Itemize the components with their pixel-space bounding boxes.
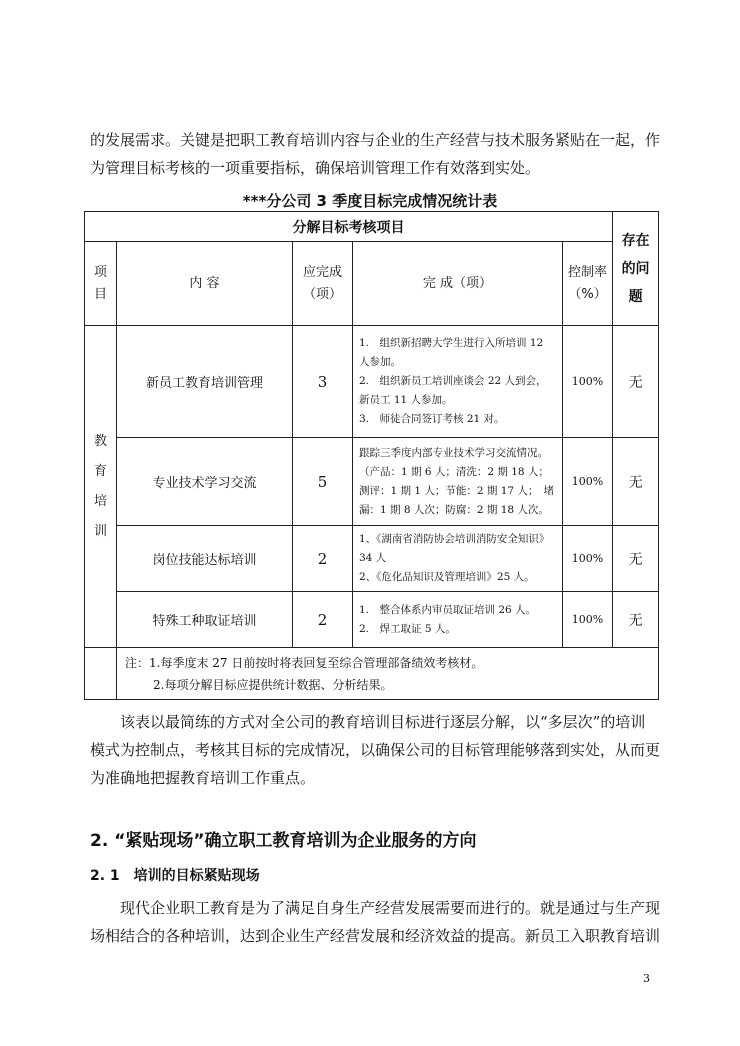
- note-line: 2.每项分解目标应提供统计数据、分析结果。: [153, 677, 393, 692]
- section-heading: 2. “紧贴现场”确立职工教育培训为企业服务的方向: [90, 831, 477, 851]
- row-content: 岗位技能达标培训: [117, 526, 293, 592]
- detail-item: 3. 师徒合同签订考核 21 对。: [359, 413, 505, 425]
- detail-item: 1. 组织新招聘大学生进行入所培训 12 人参加。: [359, 337, 544, 368]
- header-item: 项目: [85, 242, 117, 326]
- summary-paragraph: 该表以最简练的方式对全公司的教育培训目标进行逐层分解，以“多层次”的培训模式为控制点，考核其目标的完成情况，以确保公司的目标管理能够落到实处，从而更为准确地把握教育培训工作重点。: [90, 713, 661, 787]
- row-content: 特殊工种取证培训: [117, 592, 293, 648]
- row-expected: 2: [293, 526, 353, 592]
- row-rate: 100%: [563, 326, 613, 438]
- row-content: 专业技术学习交流: [117, 438, 293, 526]
- row-rate: 100%: [563, 438, 613, 526]
- header-rate: 控制率（%）: [563, 242, 613, 326]
- table-row: [85, 592, 659, 648]
- detail-item: 跟踪三季度内部专业技术学习交流情况。（产品：1 期 6 人；清洗：2 期 18 人；测评：1 期 1 人；节能：2 期 17 人； 堵漏：1 期 8 人次；防腐：2 期 18 人次。: [359, 446, 555, 516]
- detail-item: 2. 焊工取证 5 人。: [359, 622, 456, 635]
- row-problem: 无: [613, 592, 659, 648]
- row-problem: 无: [613, 438, 659, 526]
- header-expected: 应完成（项）: [293, 242, 353, 326]
- category-cell: 教育培训: [85, 326, 117, 648]
- row-details: [353, 526, 563, 592]
- detail-item: 1. 整合体系内审员取证培训 26 人。: [359, 603, 537, 616]
- intro-paragraph: 的发展需求。关键是把职工教育培训内容与企业的生产经营与技术服务紧贴在一起，作为管理目标考核的一项重要指标，确保培训管理工作有效落到实处。: [90, 131, 661, 177]
- table-row: [85, 326, 659, 438]
- table-row: [85, 438, 659, 526]
- row-details: [353, 438, 563, 526]
- subsection-heading: 2. 1 培训的目标紧贴现场: [90, 868, 260, 884]
- row-rate: 100%: [563, 592, 613, 648]
- table-row: [85, 526, 659, 592]
- row-expected: 3: [293, 326, 353, 438]
- detail-item: 2. 组织新员工培训座谈会 22 人到会，新员工 11 人参加。: [359, 375, 547, 406]
- header-content: 内 容: [117, 242, 293, 326]
- body-paragraph: 现代企业职工教育是为了满足自身生产经营发展需要而进行的。就是通过与生产现场相结合的各种培训，达到企业生产经营发展和经济效益的提高。新员工入职教育培训: [90, 899, 661, 945]
- row-problem: 无: [613, 326, 659, 438]
- row-rate: 100%: [563, 526, 613, 592]
- detail-item: 1、《湖南省消防协会培训消防安全知识》34 人: [359, 533, 550, 564]
- table-title: ***分公司 3 季度目标完成情况统计表: [242, 192, 498, 210]
- table-notes: [117, 648, 659, 700]
- row-expected: 5: [293, 438, 353, 526]
- row-details: [353, 326, 563, 438]
- row-problem: 无: [613, 526, 659, 592]
- row-content: 新员工教育培训管理: [117, 326, 293, 438]
- row-details: [353, 592, 563, 648]
- page-number: 3: [643, 972, 650, 985]
- header-group: 分解目标考核项目: [85, 212, 613, 242]
- detail-item: 2、《危化品知识及管理培训》25 人。: [359, 571, 535, 583]
- notes-row: [85, 648, 659, 700]
- header-completed: 完 成（项）: [353, 242, 563, 326]
- header-problem: 存在的问题: [613, 212, 659, 326]
- stats-table: [84, 211, 659, 700]
- row-expected: 2: [293, 592, 353, 648]
- note-line: 注：1.每季度末 27 日前按时将表回复至综合管理部备绩效考核材。: [125, 655, 484, 670]
